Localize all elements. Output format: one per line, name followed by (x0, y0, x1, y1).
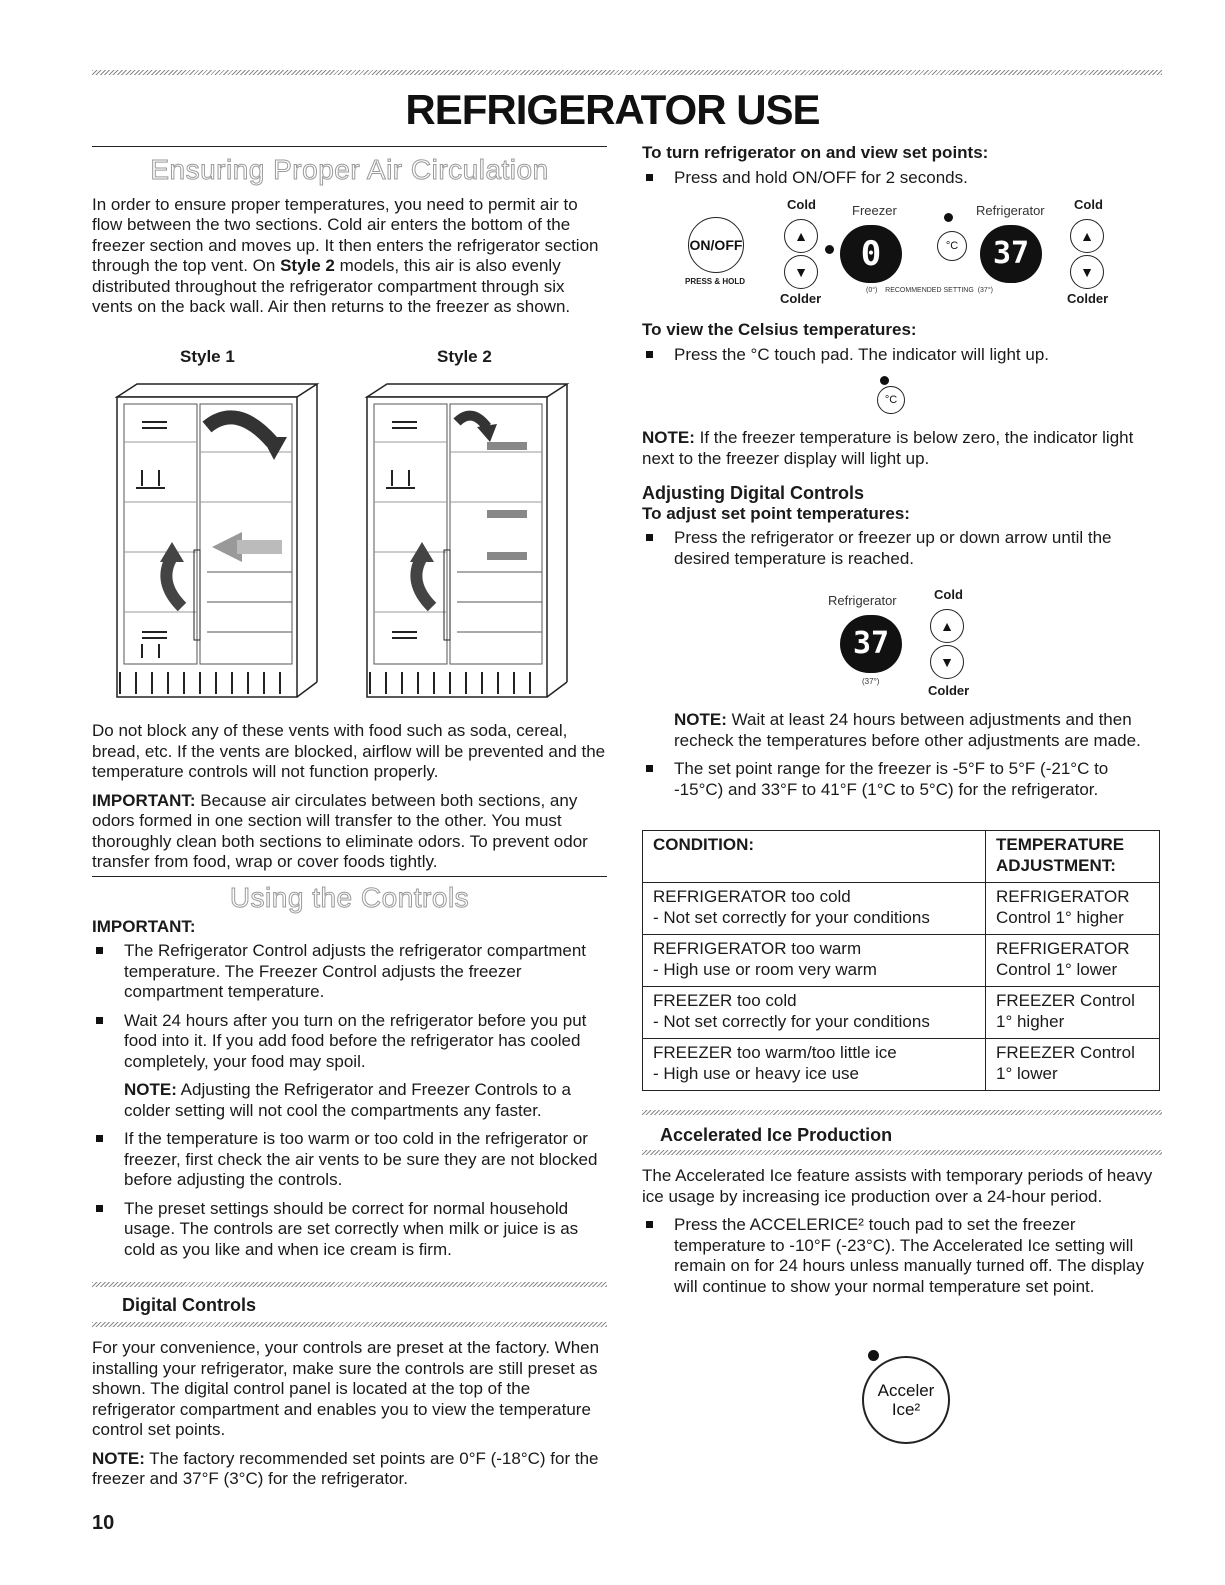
style1-airflow-diagram (112, 382, 322, 707)
colder-label: Colder (928, 683, 970, 698)
range-list (642, 759, 1162, 800)
controls-important-label: IMPORTANT: (92, 916, 196, 936)
controls-note: NOTE: Adjusting the Refrigerator and Freezer Controls to a colder setting will not cool the compartments any faster. (124, 1080, 571, 1120)
accel-ice-text: The Accelerated Ice feature assists with temporary periods of heavy ice usage by increasing ice production over a 24-hour period. (642, 1166, 1153, 1206)
refrigerator-display: 37 (840, 615, 902, 673)
adjusting-note: NOTE: Wait at least 24 hours between adjustments and then recheck the temperatures before other adjustments are made. (674, 710, 1141, 750)
style2-airflow-diagram (362, 382, 572, 707)
air-intro: In order to ensure proper temperatures, you need to permit air to flow between the two sections. Cold air enters the bottom of the freezer section and moves up. It then enters the refrigerator section through the top vent. On Style 2 models, this air is also evenly distributed throughout the refrigerator compartment through six vents on the back wall. Air then returns to the freezer as shown. (92, 194, 599, 316)
refrigerator-label: Refrigerator (828, 593, 897, 608)
chevron-down-icon: ▼ (940, 654, 954, 670)
control-panel (680, 195, 1120, 310)
fridge-up-button[interactable] (1070, 219, 1104, 253)
top-hatch-rule (92, 70, 1162, 75)
using-controls-heading: Using the Controls (229, 882, 470, 913)
celsius-indicator-dot (880, 376, 889, 385)
hatch-rule (642, 1110, 1162, 1115)
condition-cell: FREEZER too cold - Not set correctly for your conditions (643, 987, 986, 1039)
freezer-up-button[interactable] (784, 219, 818, 253)
table-row (643, 987, 1160, 1039)
adjusting-heading: Adjusting Digital Controls (642, 483, 864, 503)
vents-warning: Do not block any of these vents with food such as soda, cereal, bread, etc. If the vents are blocked, airflow will be prevented and the temperature controls will not function properly. (92, 721, 606, 781)
recommended-setting-row: (0°) RECOMMENDED SETTING (37°) (866, 287, 993, 294)
adjusting-subheading: To adjust set point temperatures: (642, 503, 910, 523)
freezer-label: Freezer (852, 203, 897, 218)
freezer-colder-label: Colder (780, 291, 822, 306)
press-hold-label: PRESS & HOLD (685, 277, 746, 286)
digital-controls-heading: Digital Controls (122, 1295, 256, 1315)
fridge-down-button[interactable] (1070, 255, 1104, 289)
adjustment-cell: FREEZER Control 1° lower (986, 1039, 1160, 1091)
celsius-list (642, 345, 1162, 366)
celsius-button[interactable]: °C (937, 231, 967, 261)
cold-label: Cold (934, 587, 963, 602)
freezer-indicator-dot (825, 245, 834, 254)
fridge-down-button[interactable] (930, 645, 964, 679)
hatch-rule (642, 1150, 1162, 1155)
condition-cell: REFRIGERATOR too cold - Not set correctly for your conditions (643, 883, 986, 935)
odor-important: IMPORTANT: Because air circulates between both sections, any odors formed in one section will transfer to the other. You must thoroughly clean both sections to eliminate odors. To prevent odor transfer from food, wrap or cover foods tightly. (92, 790, 588, 871)
freezer-display: 0 (840, 225, 902, 283)
page-number: 10 (92, 1512, 115, 1534)
condition-cell: REFRIGERATOR too warm - High use or room very warm (643, 935, 986, 987)
style2-label: Style 2 (437, 347, 492, 366)
fridge-colder-label: Colder (1067, 291, 1109, 306)
page-title: REFRIGERATOR USE (405, 86, 820, 133)
chevron-down-icon: ▼ (794, 264, 808, 280)
digital-controls-body (92, 1338, 607, 1498)
small-control-panel (820, 585, 980, 700)
turn-on-heading: To turn refrigerator on and view set points: (642, 143, 989, 162)
fridge-up-button[interactable] (930, 609, 964, 643)
chevron-up-icon: ▲ (1080, 228, 1094, 244)
celsius-section (642, 320, 1162, 373)
table-row (643, 883, 1160, 935)
table-header-row (643, 831, 1160, 883)
list-item: The Refrigerator Control adjusts the refrigerator compartment temperature. The Freezer Control adjusts the freezer compartment temperature. (92, 941, 607, 1003)
section-rule (92, 876, 607, 877)
celsius-button[interactable]: °C (877, 386, 905, 414)
adjustment-header: TEMPERATURE ADJUSTMENT: (986, 831, 1160, 883)
section-rule (92, 146, 607, 147)
list-item: Press and hold ON/OFF for 2 seconds. (642, 168, 1162, 189)
list-item: The set point range for the freezer is -5°F to 5°F (-21°C to -15°C) and 33°F to 41°F (1°C to 5°C) for the refrigerator. (642, 759, 1162, 800)
digital-controls-note: NOTE: The factory recommended set points are 0°F (-18°C) for the freezer and 37°F (3°C) for the refrigerator. (92, 1448, 599, 1488)
digital-controls-text: For your convenience, your controls are preset at the factory. When installing your refrigerator, make sure the controls are still preset as shown. The digital control panel is located at the top of the refrigerator compartment and enables you to view the temperature control set points. (92, 1338, 600, 1439)
list-item: Press the ACCELERICE² touch pad to set the freezer temperature to -10°F (-23°C). The Accelerated Ice setting will remain on for 24 hours unless manually turned off. The display will continue to show your normal temperature set point. (642, 1215, 1162, 1297)
adjusting-notes (642, 710, 1162, 808)
freezer-cold-label: Cold (787, 197, 816, 212)
adjusting-section (642, 428, 1162, 577)
list-item: The preset settings should be correct for normal household usage. The controls are set correctly when milk or juice is as cold as you like and when ice cream is firm. (92, 1199, 607, 1261)
left-column-controls (92, 878, 607, 1268)
recommended-setting: (37°) (862, 677, 880, 686)
celsius-indicator-dot (944, 213, 953, 222)
style1-label: Style 1 (180, 347, 235, 366)
table-row (643, 1039, 1160, 1091)
condition-header: CONDITION: (643, 831, 986, 883)
list-item: Press the refrigerator or freezer up or down arrow until the desired temperature is reached. (642, 528, 1162, 569)
accel-ice-body (642, 1166, 1162, 1305)
accel-indicator-dot (868, 1350, 879, 1361)
hatch-rule (92, 1282, 607, 1287)
turn-on-section (642, 143, 1162, 196)
list-item: Press the °C touch pad. The indicator will light up. (642, 345, 1162, 366)
air-circulation-heading: Ensuring Proper Air Circulation (150, 154, 549, 185)
left-column-mid (92, 721, 607, 881)
condition-table (642, 830, 1160, 1091)
chevron-down-icon: ▼ (1080, 264, 1094, 280)
celsius-note: NOTE: If the freezer temperature is below zero, the indicator light next to the freezer display will light up. (642, 428, 1134, 468)
refrigerator-display: 37 (980, 225, 1042, 283)
controls-list (92, 941, 607, 1260)
left-column-top (92, 150, 607, 326)
accel-list (642, 1215, 1162, 1297)
adjusting-list (642, 528, 1162, 569)
table-row (643, 935, 1160, 987)
adjustment-cell: REFRIGERATOR Control 1° lower (986, 935, 1160, 987)
freezer-down-button[interactable] (784, 255, 818, 289)
list-item: If the temperature is too warm or too cold in the refrigerator or freezer, first check the air vents to be sure they are not blocked before adjusting the controls. (92, 1129, 607, 1191)
hatch-rule (92, 1322, 607, 1327)
refrigerator-label: Refrigerator (976, 203, 1045, 218)
turn-on-list (642, 168, 1162, 189)
accel-ice-heading: Accelerated Ice Production (660, 1125, 893, 1145)
condition-cell: FREEZER too warm/too little ice - High use or heavy ice use (643, 1039, 986, 1091)
on-off-button[interactable]: ON/OFF (688, 217, 744, 273)
chevron-up-icon: ▲ (794, 228, 808, 244)
acceler-ice-button[interactable]: Acceler Ice² (862, 1356, 950, 1444)
celsius-heading: To view the Celsius temperatures: (642, 320, 917, 339)
chevron-up-icon: ▲ (940, 618, 954, 634)
fridge-cold-label: Cold (1074, 197, 1103, 212)
adjustment-cell: REFRIGERATOR Control 1° higher (986, 883, 1160, 935)
list-item: Wait 24 hours after you turn on the refrigerator before you put food into it. If you add food before the refrigerator has cooled completely, your food may spoil. NOTE: Adjusting the Refrigerator and Freezer Controls to a colder setting will not cool the compartments any faster. (92, 1011, 607, 1122)
adjustment-cell: FREEZER Control 1° higher (986, 987, 1160, 1039)
condition-table-wrap (642, 830, 1160, 1091)
